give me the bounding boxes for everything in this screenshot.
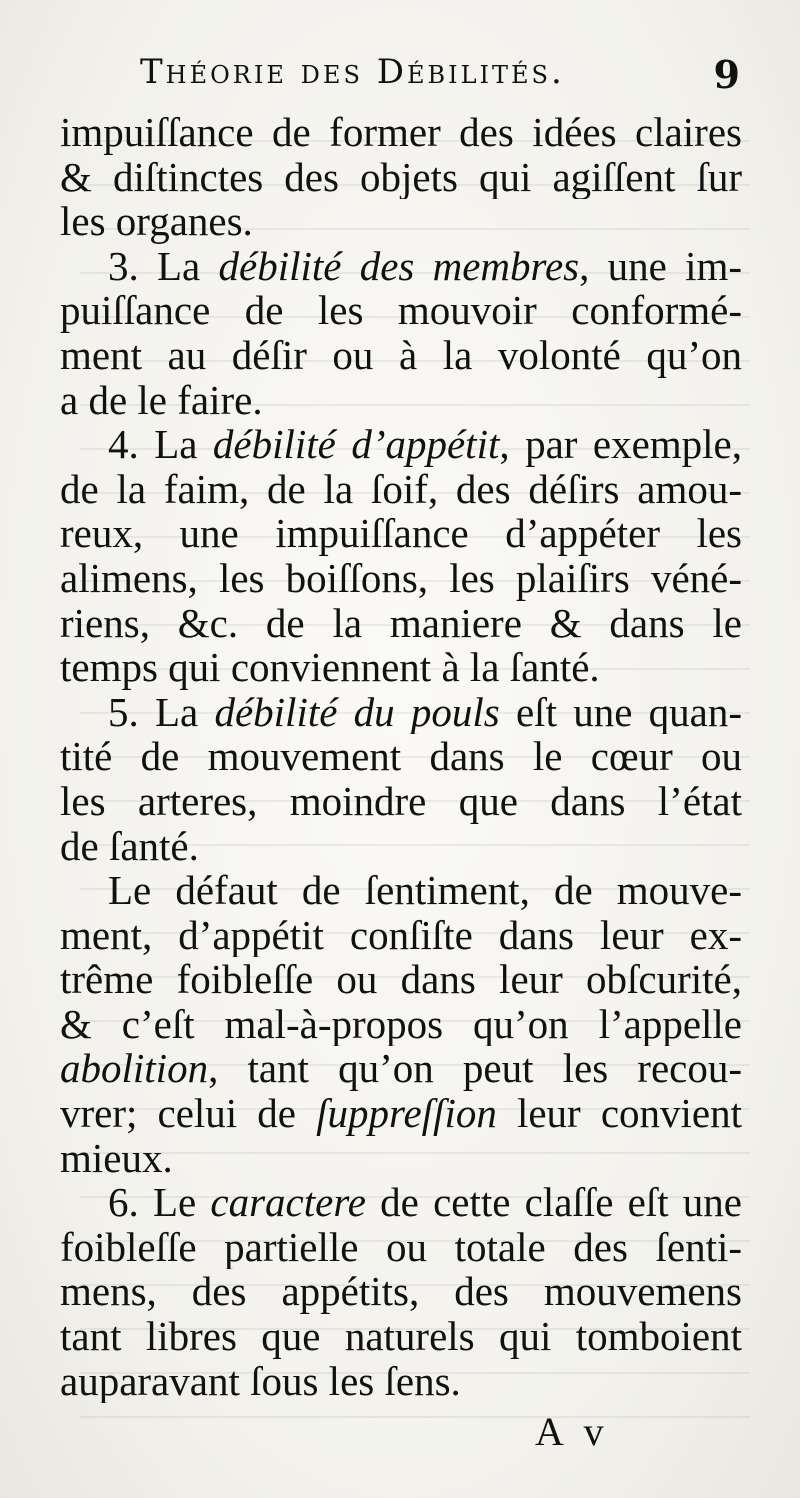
text-run: 3. La	[108, 243, 219, 289]
text-line	[60, 601, 742, 646]
text-line	[60, 1002, 742, 1047]
text-line	[60, 1225, 742, 1270]
text-line	[60, 913, 742, 958]
text-run: tant libres que naturels qui tomboient	[60, 1314, 742, 1359]
text-run: 4. La	[108, 422, 213, 467]
text-run: a de le faire.	[60, 377, 263, 423]
signature-mark: A v	[535, 1409, 610, 1454]
text-run: riens, &c. de la maniere & dans le	[60, 600, 742, 646]
text-line	[60, 556, 742, 601]
body-text	[60, 110, 742, 1403]
italic-term: débilité du pouls	[214, 689, 500, 735]
italic-term: débilité d’appétit	[212, 422, 500, 467]
text-run: les arteres, moindre que dans l’état	[60, 778, 742, 824]
text-line	[60, 1046, 742, 1091]
text-run: tité de mouvement dans le cœur ou	[60, 734, 742, 779]
page-number: 9	[713, 52, 740, 97]
text-line	[60, 824, 742, 869]
text-run: , une im-	[579, 243, 742, 289]
text-run: leur convient	[496, 1091, 742, 1136]
text-line	[60, 645, 742, 690]
text-run: & diſtinctes des objets qui agiſſent ſur	[60, 154, 742, 200]
text-line	[60, 1314, 742, 1359]
text-line	[60, 244, 742, 289]
text-run: ment, d’appétit conſiſte dans leur ex-	[60, 912, 742, 958]
text-line	[60, 288, 742, 333]
text-line	[60, 868, 742, 913]
italic-term: abolition	[60, 1046, 209, 1092]
text-run: mens, des appétits, des mouvemens	[60, 1269, 742, 1315]
text-line	[60, 1091, 742, 1136]
text-run: temps qui conviennent à la ſanté.	[60, 645, 600, 690]
text-run: ment au déſir ou à la volonté qu’on	[60, 332, 742, 378]
text-run: & c’eſt mal-à-propos qu’on l’appelle	[60, 1001, 742, 1047]
text-line	[60, 422, 742, 467]
text-run: , tant qu’on peut les recou-	[208, 1046, 742, 1092]
text-run: trême foibleſſe ou dans leur obſcurité,	[60, 957, 742, 1002]
running-title: Théorie des Débilités.	[140, 52, 565, 92]
text-line	[60, 199, 742, 244]
text-line	[60, 779, 742, 824]
text-line	[60, 734, 742, 779]
text-run: auparavant ſous les ſens.	[60, 1358, 461, 1404]
text-run: les organes.	[60, 199, 253, 244]
text-line	[60, 333, 742, 378]
text-line	[60, 957, 742, 1002]
italic-term: caractere	[210, 1180, 366, 1225]
text-line	[60, 378, 742, 423]
text-run: 6. Le	[108, 1180, 211, 1225]
text-run: de la faim, de la ſoif, des déſirs amou-	[60, 466, 742, 512]
text-line	[60, 1269, 742, 1314]
text-run: eſt une quan-	[499, 689, 742, 735]
text-line	[60, 155, 742, 200]
text-run: alimens, les boiſſons, les plaiſirs véné-	[60, 555, 742, 601]
italic-term: ſuppreſſion	[316, 1091, 497, 1136]
text-line	[60, 1136, 742, 1181]
text-line	[60, 110, 742, 155]
text-run: mieux.	[60, 1135, 173, 1181]
text-run: reux, une impuiſſance d’appéter les	[60, 511, 742, 556]
text-run: vrer; celui de	[60, 1091, 317, 1136]
text-run: Le défaut de ſentiment, de mouve-	[108, 868, 742, 913]
text-line	[60, 690, 742, 735]
text-run: de ſanté.	[60, 823, 199, 869]
text-line	[60, 1359, 742, 1404]
text-run: , par exemple,	[499, 422, 742, 467]
text-run: foibleſſe partielle ou totale des ſenti-	[60, 1224, 742, 1270]
text-run: impuiſſance de former des idées claires	[60, 110, 742, 155]
text-line	[60, 467, 742, 512]
page-header	[140, 52, 760, 102]
italic-term: débilité des membres	[218, 243, 580, 289]
text-line	[60, 1180, 742, 1225]
text-run: 5. La	[108, 689, 215, 735]
text-run: de cette claſſe eſt une	[365, 1180, 742, 1225]
text-run: puiſſance de les mouvoir conformé-	[60, 288, 742, 333]
text-line	[60, 511, 742, 556]
